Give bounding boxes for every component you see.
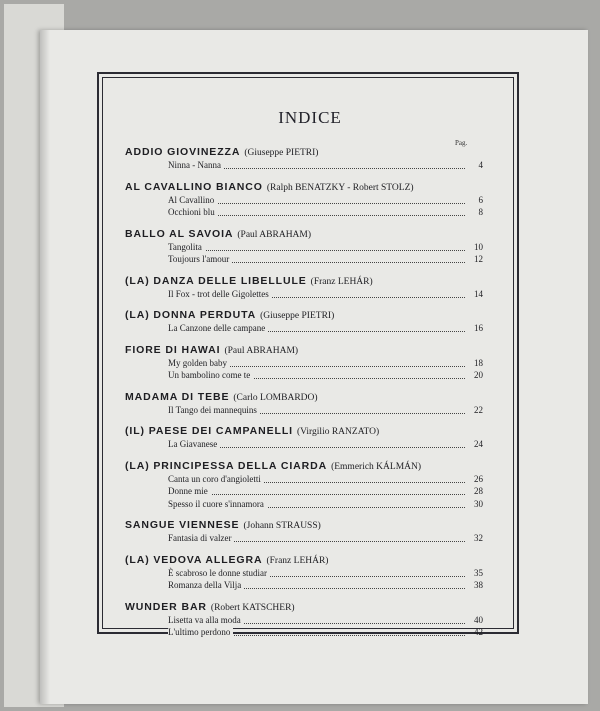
page-number: 14 xyxy=(474,288,483,299)
song-title: È scabroso le donne studiar xyxy=(168,568,270,578)
song-entry xyxy=(168,358,487,371)
operetta-title: BALLO AL SAVOIA xyxy=(125,227,234,240)
song-title: Un bambolino come te xyxy=(168,370,253,380)
operetta-title: (LA) PRINCIPESSA DELLA CIARDA xyxy=(125,459,328,472)
page-number: 24 xyxy=(474,439,483,449)
operetta-composer: (Johann STRAUSS) xyxy=(243,521,321,531)
operetta-title: ADDIO GIOVINEZZA xyxy=(125,146,241,158)
song-title: Il Tango dei mannequins xyxy=(168,405,260,415)
operetta-title: (IL) PAESE DEI CAMPANELLI xyxy=(125,425,293,437)
index-entries xyxy=(125,146,487,640)
page-number: 26 xyxy=(474,473,483,484)
page-number: 40 xyxy=(474,614,483,625)
page-number: 42 xyxy=(474,627,483,637)
operetta-entry xyxy=(125,425,487,439)
song-entry xyxy=(168,439,487,452)
operetta-entry xyxy=(125,344,487,358)
song-entry xyxy=(168,254,487,267)
operetta-composer: (Giuseppe PIETRI) xyxy=(244,148,319,158)
operetta-composer: (Paul ABRAHAM) xyxy=(224,345,299,356)
song-entry xyxy=(168,289,487,302)
song-title: Romanza della Vilja xyxy=(168,580,244,590)
page-number: 30 xyxy=(474,498,483,509)
operetta-entry xyxy=(125,181,487,195)
operetta-title: (LA) VEDOVA ALLEGRA xyxy=(125,553,263,566)
page-number: 16 xyxy=(474,323,483,333)
page-number: 18 xyxy=(474,357,483,368)
song-entry xyxy=(168,486,487,499)
operetta-title: FIORE DI HAWAI xyxy=(125,343,221,356)
page-column-label: Pag. xyxy=(455,139,468,147)
operetta-composer: (Robert KATSCHER) xyxy=(210,602,295,613)
song-title: Canta un coro d'angioletti xyxy=(168,474,264,484)
operetta-composer: (Carlo LOMBARDO) xyxy=(233,392,318,403)
operetta-entry xyxy=(125,391,487,405)
song-entry xyxy=(168,615,487,628)
dot-leader xyxy=(168,249,465,251)
song-title: L'ultimo perdono xyxy=(168,627,233,637)
song-entry xyxy=(168,580,487,593)
operetta-entry xyxy=(125,275,487,289)
song-title: Occhioni blu xyxy=(168,207,218,217)
song-title: Donne mie xyxy=(168,486,211,496)
operetta-entry xyxy=(125,519,487,533)
song-title: Lisetta va alla moda xyxy=(168,615,244,625)
song-title: Spesso il cuore s'innamora xyxy=(168,499,267,509)
song-title: Fantasia di valzer xyxy=(168,533,234,543)
page-number: 20 xyxy=(474,370,483,380)
operetta-entry xyxy=(125,601,487,615)
song-title: Al Cavallino xyxy=(168,195,217,205)
song-title: Tangolita xyxy=(168,242,205,252)
gutter-shadow xyxy=(40,30,50,704)
operetta-title: SANGUE VIENNESE xyxy=(125,519,240,531)
song-title: La Canzone delle campane xyxy=(168,323,268,333)
song-entry xyxy=(168,160,487,173)
song-entry xyxy=(168,533,487,546)
song-title: Toujours l'amour xyxy=(168,254,232,264)
page-number: 4 xyxy=(478,160,483,170)
operetta-composer: (Virgilio RANZATO) xyxy=(296,427,380,437)
page-number: 35 xyxy=(474,567,483,578)
song-entry xyxy=(168,474,487,487)
page-number: 32 xyxy=(474,533,483,543)
song-entry xyxy=(168,405,487,418)
page-number: 12 xyxy=(474,254,483,264)
page-number: 10 xyxy=(474,241,483,252)
index-title: INDICE xyxy=(278,108,342,127)
operetta-composer: (Giuseppe PIETRI) xyxy=(260,311,335,321)
page-number: 28 xyxy=(474,486,483,496)
operetta-composer: (Franz LEHÁR) xyxy=(266,555,329,566)
page-number: 8 xyxy=(478,207,483,217)
operetta-title: (LA) DONNA PERDUTA xyxy=(125,309,257,321)
dot-leader xyxy=(168,493,465,495)
operetta-title: AL CAVALLINO BIANCO xyxy=(125,180,263,193)
operetta-title: (LA) DANZA DELLE LIBELLULE xyxy=(125,274,307,287)
operetta-composer: (Ralph BENATZKY - Robert STOLZ) xyxy=(266,182,414,193)
song-entry xyxy=(168,568,487,581)
operetta-title: WUNDER BAR xyxy=(125,600,207,613)
song-title: Il Fox - trot delle Gigolettes xyxy=(168,289,272,299)
page-number: 38 xyxy=(474,580,483,590)
operetta-entry xyxy=(125,228,487,242)
operetta-entry xyxy=(125,146,487,160)
operetta-title: MADAMA DI TEBE xyxy=(125,390,230,403)
song-entry xyxy=(168,323,487,336)
page-number: 6 xyxy=(478,194,483,205)
song-title: La Giavanese xyxy=(168,439,220,449)
song-title: Ninna - Nanna xyxy=(168,160,224,170)
song-entry xyxy=(168,499,487,512)
operetta-entry xyxy=(125,554,487,568)
song-title: My golden baby xyxy=(168,358,230,368)
song-entry xyxy=(168,195,487,208)
operetta-entry xyxy=(125,460,487,474)
page-number: 22 xyxy=(474,404,483,415)
song-entry xyxy=(168,627,487,640)
song-entry xyxy=(168,370,487,383)
operetta-composer: (Paul ABRAHAM) xyxy=(237,229,312,240)
song-entry xyxy=(168,207,487,220)
song-entry xyxy=(168,242,487,255)
operetta-entry xyxy=(125,309,487,323)
operetta-composer: (Franz LEHÁR) xyxy=(310,276,373,287)
operetta-composer: (Emmerich KÁLMÁN) xyxy=(331,461,422,472)
